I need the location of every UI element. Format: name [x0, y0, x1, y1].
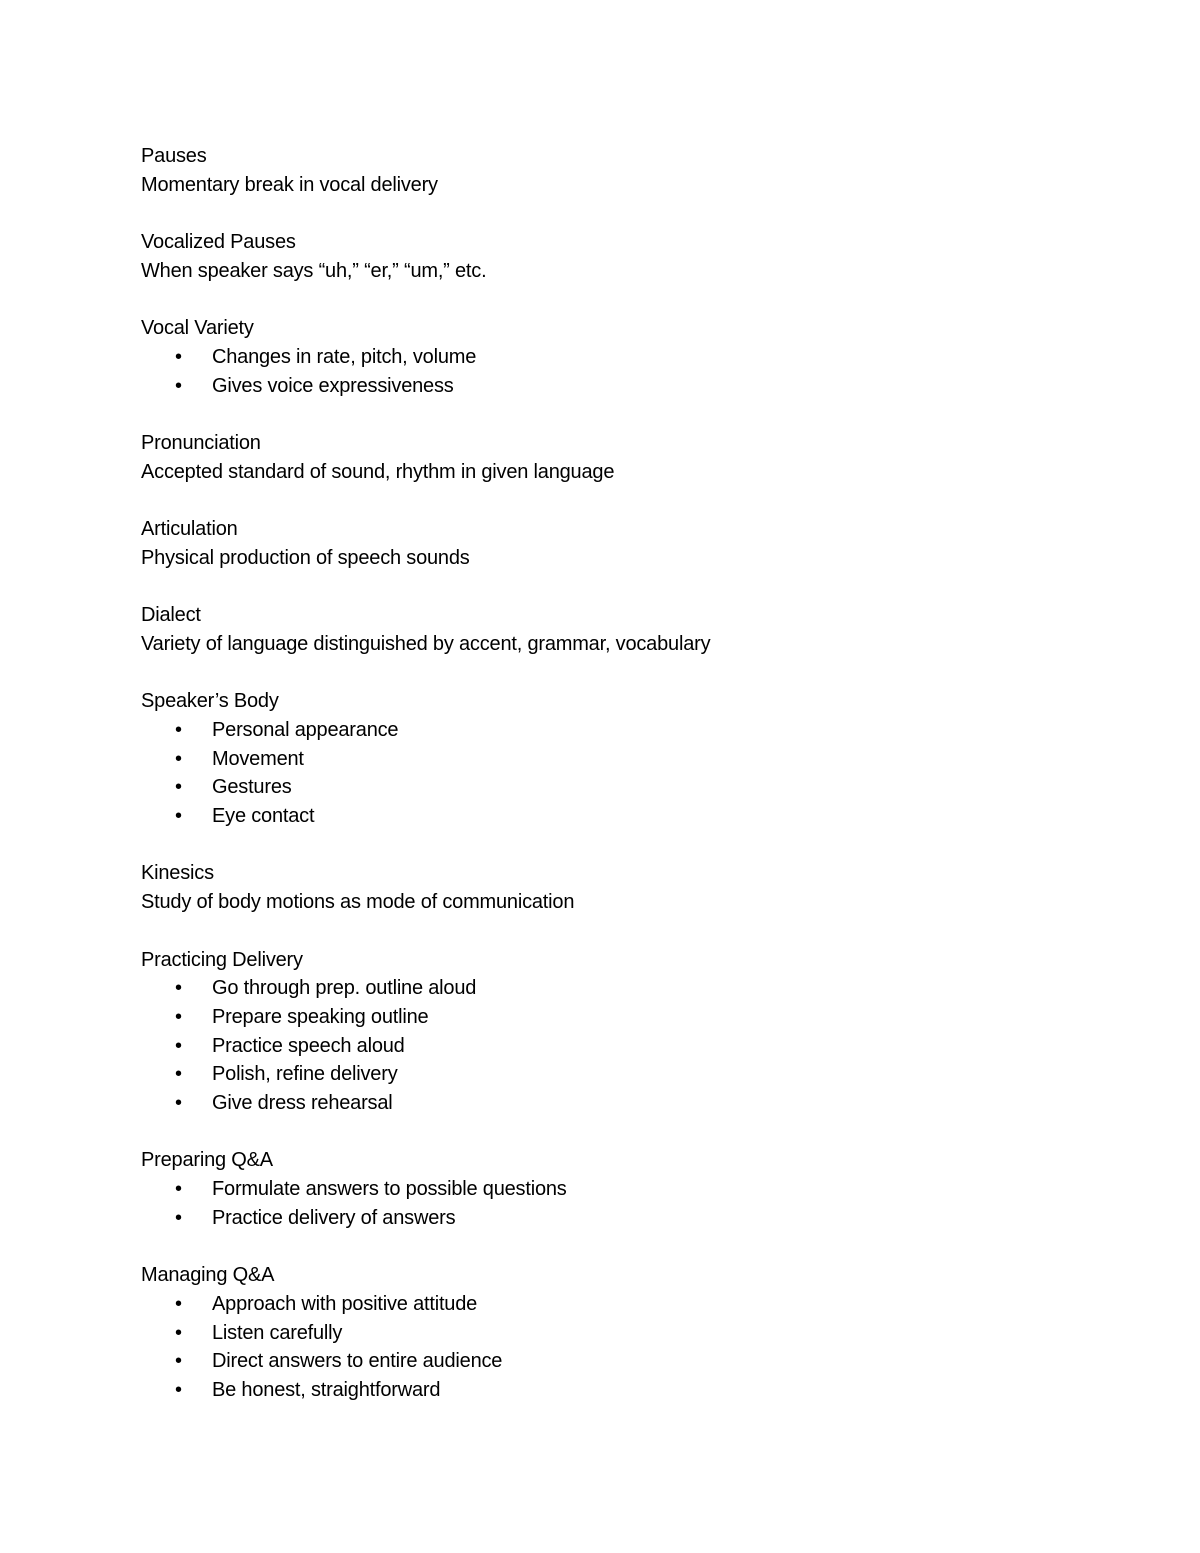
section-definition: Physical production of speech sounds — [141, 546, 470, 569]
section-definition: Study of body motions as mode of communication — [141, 891, 575, 914]
bullet-icon: • — [175, 1321, 182, 1344]
bullet-icon: • — [175, 1063, 182, 1086]
list-item-text: Direct answers to entire audience — [212, 1350, 503, 1373]
list-item-text: Formulate answers to possible questions — [212, 1178, 567, 1201]
bullet-icon: • — [175, 345, 182, 368]
section-heading: Speaker’s Body — [141, 690, 279, 713]
note-section — [141, 687, 1121, 831]
section-heading: Preparing Q&A — [141, 1149, 273, 1172]
list-item — [141, 1204, 1121, 1233]
list-item-text: Polish, refine delivery — [212, 1063, 398, 1086]
note-section — [141, 142, 1121, 199]
list-item-text: Prepare speaking outline — [212, 1005, 429, 1028]
list-item — [141, 716, 1121, 745]
bullet-icon: • — [175, 805, 182, 828]
list-item-text: Give dress rehearsal — [212, 1092, 393, 1115]
section-definition: Accepted standard of sound, rhythm in given language — [141, 460, 615, 483]
note-section — [141, 228, 1121, 285]
section-heading: Vocalized Pauses — [141, 231, 296, 254]
list-item-text: Approach with positive attitude — [212, 1292, 478, 1315]
list-item-text: Movement — [212, 747, 304, 770]
bullet-icon: • — [175, 776, 182, 799]
list-item — [141, 1290, 1121, 1319]
note-section — [141, 314, 1121, 400]
list-item-text: Changes in rate, pitch, volume — [212, 345, 477, 368]
note-section — [141, 1261, 1121, 1405]
list-item — [141, 372, 1121, 401]
list-item — [141, 802, 1121, 831]
bullet-list — [141, 974, 1121, 1118]
list-item-text: Gestures — [212, 776, 292, 799]
section-heading: Articulation — [141, 518, 238, 541]
list-item — [141, 1003, 1121, 1032]
list-item — [141, 1319, 1121, 1348]
note-section — [141, 429, 1121, 486]
bullet-list — [141, 716, 1121, 831]
section-definition: When speaker says “uh,” “er,” “um,” etc. — [141, 259, 487, 282]
list-item-text: Personal appearance — [212, 718, 399, 741]
list-item-text: Be honest, straightforward — [212, 1379, 441, 1402]
bullet-list — [141, 343, 1121, 400]
note-section — [141, 601, 1121, 658]
note-section — [141, 515, 1121, 572]
bullet-icon: • — [175, 1379, 182, 1402]
list-item — [141, 773, 1121, 802]
section-definition: Momentary break in vocal delivery — [141, 173, 438, 196]
list-item-text: Gives voice expressiveness — [212, 374, 454, 397]
bullet-icon: • — [175, 1350, 182, 1373]
bullet-icon: • — [175, 1005, 182, 1028]
list-item — [141, 1089, 1121, 1118]
section-heading: Vocal Variety — [141, 317, 254, 340]
bullet-icon: • — [175, 1292, 182, 1315]
section-heading: Practicing Delivery — [141, 948, 303, 971]
list-item-text: Practice speech aloud — [212, 1034, 405, 1057]
bullet-list — [141, 1175, 1121, 1232]
bullet-icon: • — [175, 1178, 182, 1201]
bullet-icon: • — [175, 374, 182, 397]
note-section — [141, 859, 1121, 916]
note-section — [141, 946, 1121, 1118]
list-item-text: Listen carefully — [212, 1321, 343, 1344]
list-item — [141, 745, 1121, 774]
bullet-icon: • — [175, 977, 182, 1000]
list-item — [141, 1347, 1121, 1376]
list-item — [141, 1376, 1121, 1405]
list-item-text: Eye contact — [212, 805, 315, 828]
list-item — [141, 343, 1121, 372]
list-item — [141, 1175, 1121, 1204]
bullet-icon: • — [175, 1034, 182, 1057]
bullet-icon: • — [175, 1206, 182, 1229]
bullet-icon: • — [175, 718, 182, 741]
section-heading: Pronunciation — [141, 431, 261, 454]
list-item-text: Go through prep. outline aloud — [212, 977, 477, 1000]
note-section — [141, 1146, 1121, 1232]
section-heading: Pauses — [141, 145, 207, 167]
list-item — [141, 1032, 1121, 1061]
list-item — [141, 1060, 1121, 1089]
list-item-text: Practice delivery of answers — [212, 1206, 456, 1229]
section-definition: Variety of language distinguished by accent, grammar, vocabulary — [141, 632, 711, 655]
document-body — [141, 142, 1121, 1433]
bullet-icon: • — [175, 747, 182, 770]
list-item — [141, 974, 1121, 1003]
section-heading: Managing Q&A — [141, 1264, 275, 1287]
bullet-list — [141, 1290, 1121, 1405]
bullet-icon: • — [175, 1092, 182, 1115]
section-heading: Kinesics — [141, 862, 214, 885]
section-heading: Dialect — [141, 604, 201, 627]
